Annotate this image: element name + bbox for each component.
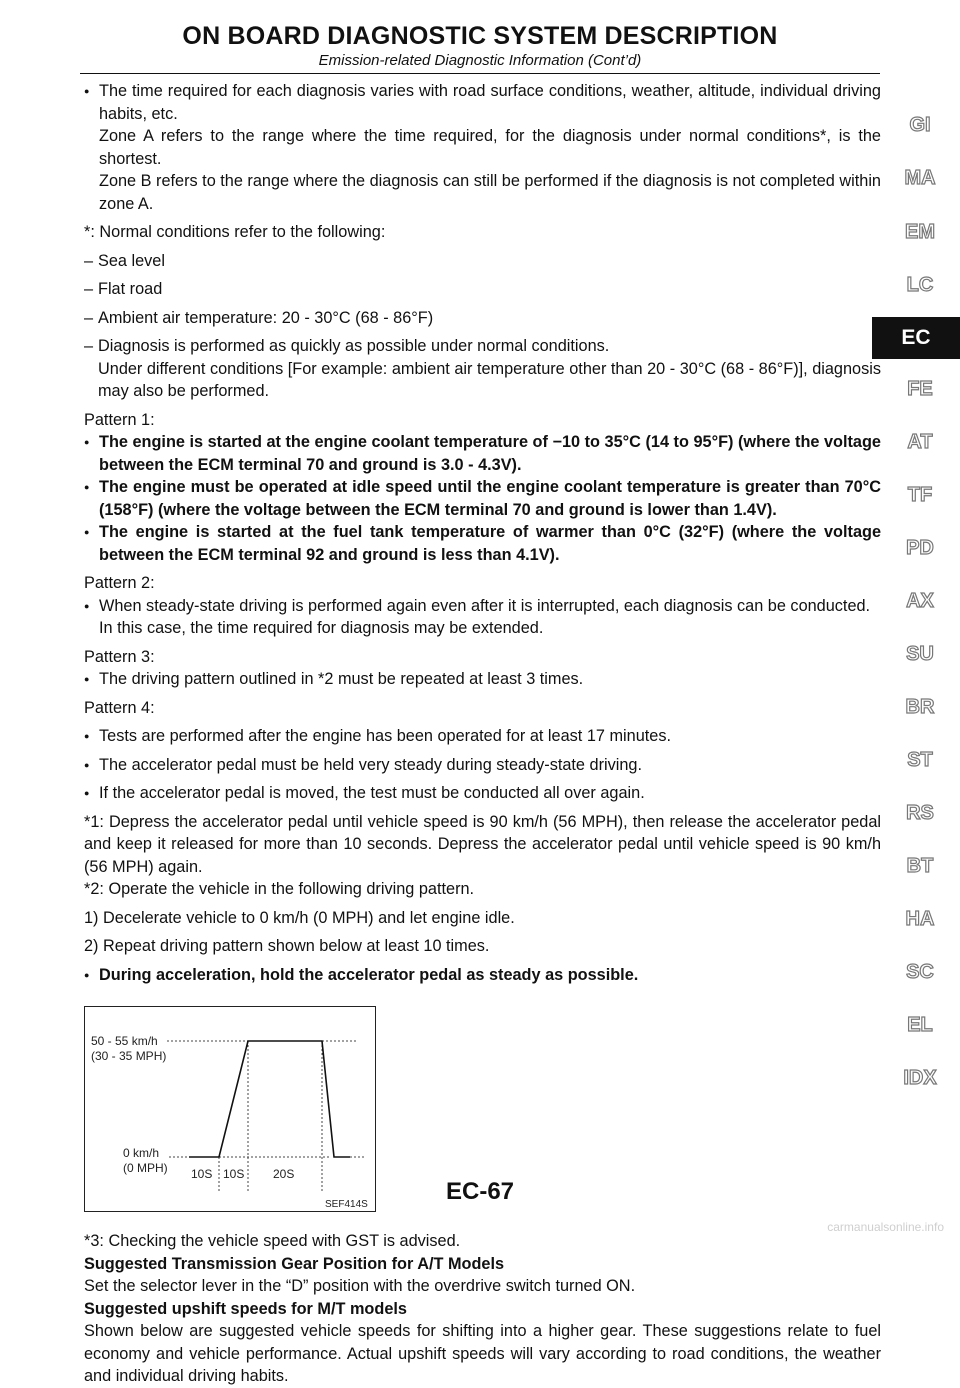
watermark: carmanualsonline.info xyxy=(827,1220,944,1234)
note1-text: *1: Depress the accelerator pedal until vehicle speed is 90 km/h (56 MPH), then release the accelerator pedal and keep it released for more than 10 seconds. Depress the accelerator pedal until vehicle speed is 90 km/h (56 MPH) again. xyxy=(84,812,881,876)
pattern1-heading: Pattern 1: xyxy=(84,410,155,429)
page-subtitle: Emission-related Diagnostic Information (Cont’d) xyxy=(318,52,642,69)
tab-gi[interactable]: GI xyxy=(909,114,931,136)
pattern4-item: ● Tests are performed after the engine has been operated for at least 17 minutes. xyxy=(84,725,881,748)
pattern1-item: ● The engine must be operated at idle speed until the engine coolant temperature is greater than 70°C (158°F) (where the voltage between the ECM terminal 70 and ground is lower than 1.4V). xyxy=(84,476,881,521)
interval1-label: 10S xyxy=(191,1167,213,1181)
conditions-note: Under different conditions [For example: ambient air temperature other than 20 - 30°C (68 - 86°F)], diagnosis may also be performed. xyxy=(98,359,881,400)
pattern3-item: ● The driving pattern outlined in *2 must be repeated at least 3 times. xyxy=(84,668,881,691)
normal-conditions-heading: *: Normal conditions refer to the following: xyxy=(84,223,386,241)
header-divider xyxy=(80,73,880,74)
pattern1-item: ● The engine is started at the engine coolant temperature of −10 to 35°C (14 to 95°F) (where the voltage between the ECM terminal 70 and ground is 3.0 - 4.3V). xyxy=(84,431,881,476)
tab-em[interactable]: EM xyxy=(905,221,935,243)
top-speed-mph-label: (30 - 35 MPH) xyxy=(91,1049,167,1063)
note3-text: *3: Checking the vehicle speed with GST is advised. xyxy=(84,1232,461,1250)
figure-code: SEF414S xyxy=(325,1199,368,1210)
tab-bt[interactable]: BT xyxy=(906,855,934,877)
mt-text: Shown below are suggested vehicle speeds for shifting into a higher gear. These suggestions relate to fuel economy and vehicle performance. Actual upshift speeds will vary according to road conditions, the weather and individual driving habits. xyxy=(84,1322,881,1385)
note2-heading: *2: Operate the vehicle in the following driving pattern. xyxy=(84,880,475,898)
tab-idx[interactable]: IDX xyxy=(903,1067,937,1089)
tab-ec[interactable]: EC xyxy=(872,317,960,359)
tab-rs[interactable]: RS xyxy=(906,802,934,824)
note2-bold-bullet: ● During acceleration, hold the accelerator pedal as steady as possible. xyxy=(84,964,881,987)
tab-fe[interactable]: FE xyxy=(907,378,933,400)
pattern4-item: ● If the accelerator pedal is moved, the test must be conducted all over again. xyxy=(84,782,881,805)
zone-a-text: Zone A refers to the range where the time required, for the diagnosis under normal conditions*, is the shortest. xyxy=(99,127,881,168)
tab-ha[interactable]: HA xyxy=(905,908,935,930)
pattern1-item: ● The engine is started at the fuel tank temperature of warmer than 0°C (32°F) (where the voltage between the ECM terminal 92 and ground is less than 4.1V). xyxy=(84,521,881,566)
at-heading: Suggested Transmission Gear Position for A/T Models xyxy=(84,1254,505,1273)
condition-item: – Ambient air temperature: 20 - 30°C (68 - 86°F) xyxy=(84,307,881,330)
pattern3-heading: Pattern 3: xyxy=(84,647,155,666)
zone-b-text: Zone B refers to the range where the diagnosis can still be performed if the diagnosis is not completed within zone A. xyxy=(99,172,881,213)
tab-lc[interactable]: LC xyxy=(906,274,934,296)
tab-ax[interactable]: AX xyxy=(906,590,934,612)
intro-bullet: ● The time required for each diagnosis varies with road surface conditions, weather, altitude, individual driving habits, etc. xyxy=(84,80,881,125)
tab-tf[interactable]: TF xyxy=(907,484,933,506)
pattern2-heading: Pattern 2: xyxy=(84,574,155,592)
section-tabs xyxy=(880,0,960,1242)
pattern2-item: ● When steady-state driving is performed again even after it is interrupted, each diagnosis can be conducted. xyxy=(84,595,881,618)
pattern2-note: In this case, the time required for diagnosis may be extended. xyxy=(99,619,544,637)
tab-su[interactable]: SU xyxy=(906,643,934,665)
tab-br[interactable]: BR xyxy=(905,696,935,718)
speed-trace xyxy=(189,1041,350,1157)
condition-item: – Diagnosis is performed as quickly as possible under normal conditions. xyxy=(84,335,881,358)
mt-heading: Suggested upshift speeds for M/T models xyxy=(84,1299,407,1318)
zero-kmh-label: 0 km/h xyxy=(123,1146,160,1160)
pattern4-heading: Pattern 4: xyxy=(84,698,155,717)
zero-mph-label: (0 MPH) xyxy=(123,1161,168,1175)
condition-item: – Sea level xyxy=(84,250,881,273)
pattern4-item: ● The accelerator pedal must be held very steady during steady-state driving. xyxy=(84,754,881,777)
tab-pd[interactable]: PD xyxy=(906,537,934,559)
condition-item: – Flat road xyxy=(84,278,881,301)
page-number: EC-67 xyxy=(445,1178,515,1205)
note2-step: 1) Decelerate vehicle to 0 km/h (0 MPH) and let engine idle. xyxy=(84,908,515,927)
tab-at[interactable]: AT xyxy=(907,431,933,453)
note2-step: 2) Repeat driving pattern shown below at least 10 times. xyxy=(84,937,490,955)
interval3-label: 20S xyxy=(273,1167,295,1181)
at-text: Set the selector lever in the “D” position with the overdrive switch turned ON. xyxy=(84,1277,636,1295)
tab-el[interactable]: EL xyxy=(907,1014,933,1036)
tab-ma[interactable]: MA xyxy=(904,167,936,189)
tab-st[interactable]: ST xyxy=(907,749,933,771)
interval2-label: 10S xyxy=(223,1167,245,1181)
top-speed-kmh-label: 50 - 55 km/h xyxy=(91,1034,158,1048)
page-title: ON BOARD DIAGNOSTIC SYSTEM DESCRIPTION xyxy=(182,22,778,50)
tab-sc[interactable]: SC xyxy=(906,961,934,983)
